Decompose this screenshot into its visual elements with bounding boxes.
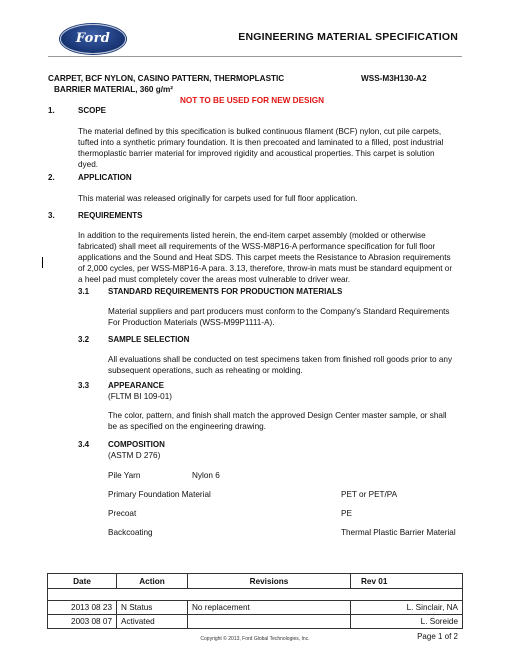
section-3-3-method: (FLTM BI 109-01) [108,392,172,401]
composition-value-backcoating: Thermal Plastic Barrier Material [341,528,456,537]
col-date-header: Date [48,574,117,589]
document-title: ENGINEERING MATERIAL SPECIFICATION [238,31,458,43]
table-row [48,601,463,615]
col-action-header: Action [117,574,188,589]
section-2-heading: APPLICATION [78,173,132,182]
revision-table [47,573,463,629]
section-3-2-paragraph: All evaluations shall be conducted on test specimens taken from finished roll goods prior to any subsequent operations, such as reheating or molding. [108,355,453,375]
section-3-heading: REQUIREMENTS [78,211,143,220]
scope-paragraph: The material defined by this specification is bulked continuous filament (BCF) nylon, cut pile carpets, tufted into a synthetic primary foundation. It is then precoated and laminated to a filled, post industrial thermoplastic barrier material for improved rigidity and acoustical properties. This carpet is solution dyed. [78,127,444,169]
section-1-heading: SCOPE [78,106,107,115]
col-rev-header: Rev 01 [351,574,463,589]
copyright-notice: Copyright © 2013, Ford Global Technologies, Inc. [200,636,310,642]
section-2-number: 2. [48,173,55,182]
table-row [48,615,463,629]
composition-label-pile-yarn: Pile Yarn [108,471,141,480]
new-design-warning: NOT TO BE USED FOR NEW DESIGN [180,96,325,105]
composition-label-precoat: Precoat [108,509,137,518]
section-3-2-heading: SAMPLE SELECTION [108,335,190,344]
composition-value-precoat: PE [341,509,352,518]
row-date: 2003 08 07 [48,615,117,629]
composition-value-primary-foundation: PET or PET/PA [341,490,398,499]
section-3-4-number: 3.4 [78,440,90,449]
spec-title-line1: CARPET, BCF NYLON, CASINO PATTERN, THERMOPLASTIC [48,74,285,83]
row-by: L. Soreide [351,615,463,629]
section-3-number: 3. [48,211,55,220]
section-3-4-heading: COMPOSITION [108,440,165,449]
table-row-blank [48,589,463,601]
row-by: L. Sinclair, NA [351,601,463,615]
composition-label-backcoating: Backcoating [108,528,153,537]
header-divider [48,56,462,57]
ford-logo [60,24,126,54]
revision-table-header [48,574,463,589]
section-3-2-number: 3.2 [78,335,90,344]
section-3-3-number: 3.3 [78,381,90,390]
section-3-4-method: (ASTM D 276) [108,451,161,460]
spec-title-line2: BARRIER MATERIAL, 360 g/m² [54,85,174,94]
section-3-1-paragraph: Material suppliers and part producers must conform to the Company's Standard Requirements For Production Materials (WSS-M99P1111-A). [108,307,450,327]
section-3-3-paragraph: The color, pattern, and finish shall match the approved Design Center master sample, or shall be as specified on the engineering drawing. [108,411,447,431]
composition-value-pile-yarn: Nylon 6 [192,471,220,480]
row-revision [188,615,351,629]
spec-number: WSS-M3H130-A2 [361,74,427,83]
logo-text: Ford [75,31,111,46]
change-bar [42,257,43,268]
composition-label-primary-foundation: Primary Foundation Material [108,490,211,499]
row-revision: No replacement [188,601,351,615]
section-3-1-number: 3.1 [78,287,90,296]
section-1-number: 1. [48,106,55,115]
application-paragraph: This material was released originally for carpets used for full floor application. [78,194,358,203]
page-number: Page 1 of 2 [417,632,458,641]
section-3-1-heading: STANDARD REQUIREMENTS FOR PRODUCTION MATERIALS [108,287,343,296]
requirements-paragraph: In addition to the requirements listed herein, the end-item carpet assembly (molded or otherwise fabricated) shall meet all requirements of the WSS-M8P16-A performance specification for full floor applications and the Sound and Heat SDS. This carpet meets the Resistance to Abrasion requirements of 2,000 cycles, per WSS-M8P16-A para. 3.13, therefore, throw-in mats must be standard equipment or a heel pad must completely cover the areas most vulnerable to driver wear. [78,231,453,284]
col-revisions-header: Revisions [188,574,351,589]
section-3-3-heading: APPEARANCE [108,381,165,390]
row-action: Activated [117,615,188,629]
row-date: 2013 08 23 [48,601,117,615]
row-action: N Status [117,601,188,615]
